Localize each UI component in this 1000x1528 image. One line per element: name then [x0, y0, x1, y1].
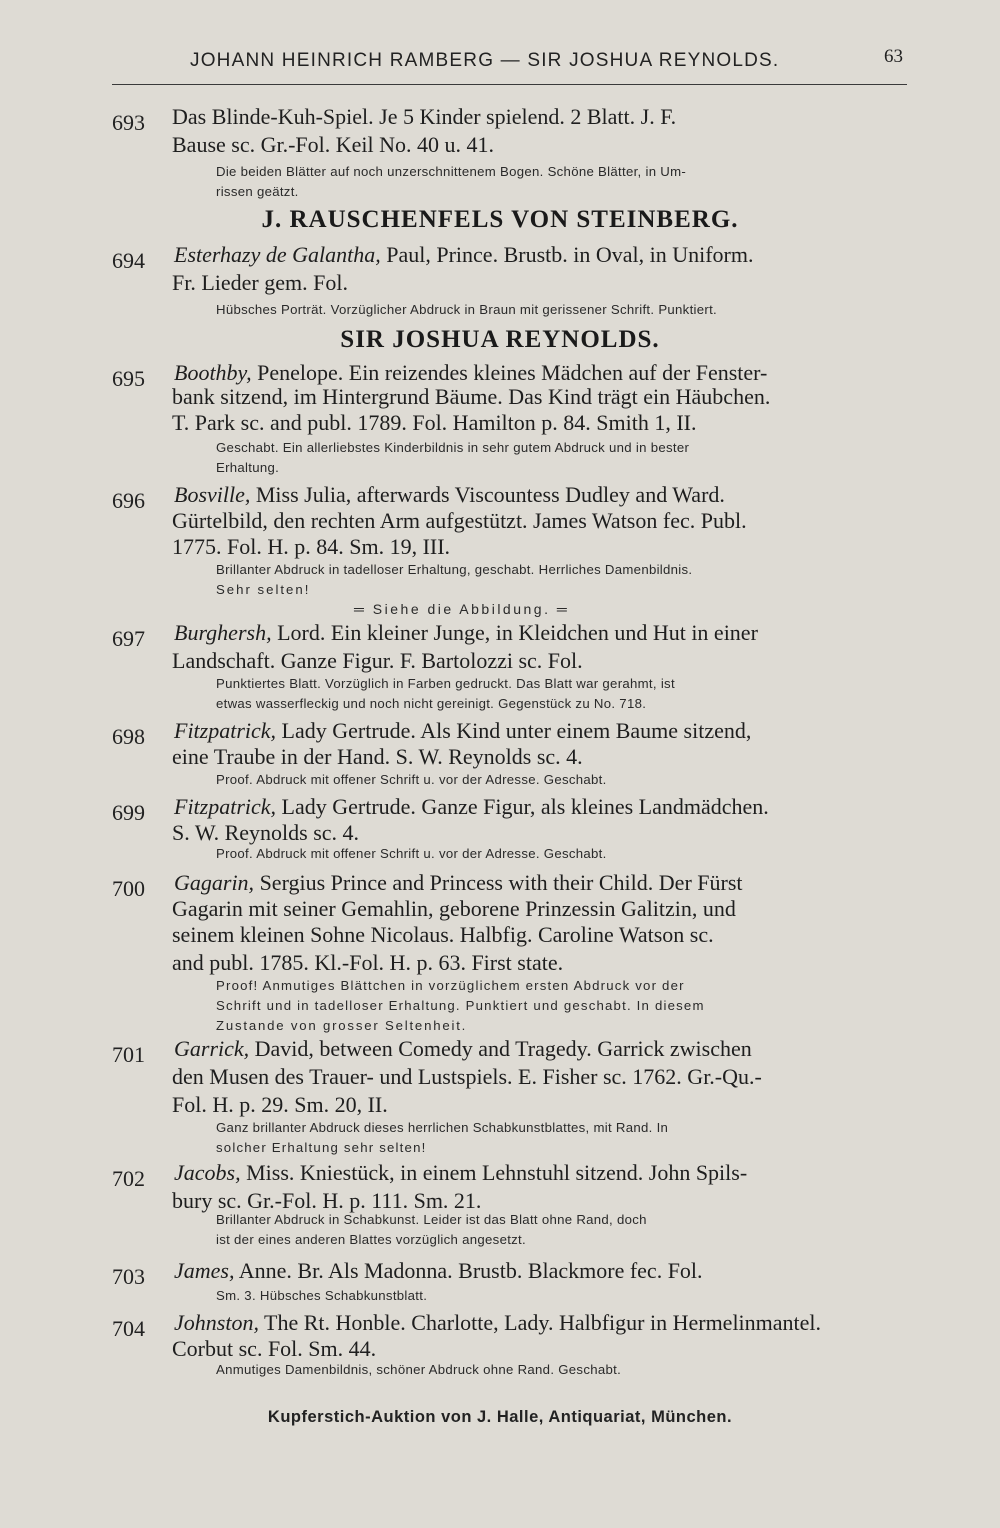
entry-note: Sm. 3. Hübsches Schabkunstblatt. — [216, 1288, 428, 1303]
entry-line — [174, 620, 758, 646]
entry-line — [174, 1036, 752, 1062]
entry-note: Sehr selten! — [216, 582, 311, 597]
running-head — [112, 40, 907, 85]
entry-name: Fitzpatrick, — [174, 794, 277, 819]
entry-note: Schrift und in tadelloser Erhaltung. Punktiert und geschabt. In diesem — [216, 998, 705, 1013]
entry-note: Proof. Abdruck mit offener Schrift u. vor der Adresse. Geschabt. — [216, 846, 607, 861]
entry-note: solcher Erhaltung sehr selten! — [216, 1140, 427, 1155]
entry-number: 700 — [112, 876, 145, 901]
entry-text: Lady Gertrude. Ganze Figur, als kleines Landmädchen. — [276, 794, 769, 819]
entry-line: Das Blinde-Kuh-Spiel. Je 5 Kinder spielend. 2 Blatt. J. F. — [172, 104, 677, 129]
entry-line: 1775. Fol. H. p. 84. Sm. 19, III. — [172, 534, 451, 559]
section-heading-reynolds: SIR JOSHUA REYNOLDS. — [340, 326, 660, 353]
entry-line — [174, 794, 769, 820]
entry-note: Ganz brillanter Abdruck dieses herrlichen Schabkunstblattes, mit Rand. In — [216, 1120, 669, 1135]
entry-line: Bause sc. Gr.-Fol. Keil No. 40 u. 41. — [172, 132, 495, 157]
entry-note: Brillanter Abdruck in tadelloser Erhaltung, geschabt. Herrliches Damenbildnis. — [216, 562, 693, 577]
entry-text: Lady Gertrude. Als Kind unter einem Baume sitzend, — [276, 718, 752, 743]
entry-line: den Musen des Trauer- und Lustspiels. E. Fisher sc. 1762. Gr.-Qu.- — [172, 1064, 762, 1089]
entry-name: Gagarin, — [174, 870, 255, 895]
entry-line: Corbut sc. Fol. Sm. 44. — [172, 1336, 377, 1361]
entry-number: 694 — [112, 248, 145, 273]
entry-note: Hübsches Porträt. Vorzüglicher Abdruck in Braun mit gerissener Schrift. Punktiert. — [216, 302, 718, 317]
entry-text: Anne. Br. Als Madonna. Brustb. Blackmore fec. Fol. — [234, 1258, 703, 1283]
entry-name: Esterhazy de Galantha, — [174, 242, 381, 267]
entry-name: James, — [174, 1258, 235, 1283]
entry-note: Die beiden Blätter auf noch unzerschnittenem Bogen. Schöne Blätter, in Um- — [216, 164, 687, 179]
entry-note: ist der eines anderen Blattes vorzüglich angesetzt. — [216, 1232, 526, 1247]
entry-note: Zustande von grosser Seltenheit. — [216, 1018, 468, 1033]
entry-line: and publ. 1785. Kl.-Fol. H. p. 63. First state. — [172, 950, 564, 975]
entry-name: Garrick, — [174, 1036, 250, 1061]
entry-line: Gürtelbild, den rechten Arm aufgestützt. James Watson fec. Publ. — [172, 508, 747, 533]
entry-line: seinem kleinen Sohne Nicolaus. Halbfig. Caroline Watson sc. — [172, 922, 714, 947]
entry-text: Miss. Kniestück, in einem Lehnstuhl sitzend. John Spils- — [240, 1160, 748, 1185]
entry-line — [174, 242, 754, 268]
entry-text: David, between Comedy and Tragedy. Garrick zwischen — [249, 1036, 752, 1061]
entry-line — [174, 1160, 747, 1186]
section-heading-rauschenfels: J. RAUSCHENFELS VON STEINBERG. — [261, 206, 739, 233]
entry-line — [174, 360, 767, 386]
entry-line: Fol. H. p. 29. Sm. 20, II. — [172, 1092, 388, 1117]
entry-name: Jacobs, — [174, 1160, 241, 1185]
entry-name: Johnston, — [174, 1310, 259, 1335]
entry-number: 702 — [112, 1166, 145, 1191]
entry-note: Erhaltung. — [216, 460, 280, 475]
entry-note: etwas wasserfleckig und noch nicht gereinigt. Gegenstück zu No. 718. — [216, 696, 647, 711]
entry-note: Proof. Abdruck mit offener Schrift u. vor der Adresse. Geschabt. — [216, 772, 607, 787]
entry-text: Miss Julia, afterwards Viscountess Dudley and Ward. — [250, 482, 725, 507]
entry-number: 703 — [112, 1264, 145, 1289]
entry-number: 693 — [112, 110, 145, 135]
entry-line: Landschaft. Ganze Figur. F. Bartolozzi sc. Fol. — [172, 648, 583, 673]
entry-line: T. Park sc. and publ. 1789. Fol. Hamilton p. 84. Smith 1, II. — [172, 410, 697, 435]
entry-number: 701 — [112, 1042, 145, 1067]
entry-name: Boothby, — [174, 360, 252, 385]
entry-text: Sergius Prince and Princess with their Child. Der Fürst — [254, 870, 743, 895]
entry-note: Anmutiges Damenbildnis, schöner Abdruck ohne Rand. Geschabt. — [216, 1362, 622, 1377]
entry-line — [174, 1310, 821, 1336]
entry-line — [174, 482, 725, 508]
entry-line: Fr. Lieder gem. Fol. — [172, 270, 348, 295]
entry-name: Fitzpatrick, — [174, 718, 277, 743]
entry-number: 699 — [112, 800, 145, 825]
entry-name: Burghersh, — [174, 620, 272, 645]
running-head-title: JOHANN HEINRICH RAMBERG — SIR JOSHUA REYNOLDS. — [190, 50, 780, 71]
illustration-reference: ═ Siehe die Abbildung. ═ — [354, 601, 570, 617]
entry-number: 698 — [112, 724, 145, 749]
entry-line: eine Traube in der Hand. S. W. Reynolds sc. 4. — [172, 744, 583, 769]
entry-line — [174, 718, 751, 744]
entry-text: The Rt. Honble. Charlotte, Lady. Halbfigur in Hermelinmantel. — [258, 1310, 822, 1335]
page-number: 63 — [884, 46, 903, 67]
entry-note: Proof! Anmutiges Blättchen in vorzüglichem ersten Abdruck vor der — [216, 978, 685, 993]
entry-number: 696 — [112, 488, 145, 513]
entry-text: Paul, Prince. Brustb. in Oval, in Uniform. — [380, 242, 754, 267]
entry-line: Gagarin mit seiner Gemahlin, geborene Prinzessin Galitzin, und — [172, 896, 736, 921]
page-footer: Kupferstich-Auktion von J. Halle, Antiquariat, München. — [267, 1408, 733, 1426]
entry-line: bury sc. Gr.-Fol. H. p. 111. Sm. 21. — [172, 1188, 482, 1213]
entry-text: Lord. Ein kleiner Junge, in Kleidchen und Hut in einer — [271, 620, 758, 645]
entry-note: Brillanter Abdruck in Schabkunst. Leider ist das Blatt ohne Rand, doch — [216, 1212, 647, 1227]
entry-note: Punktiertes Blatt. Vorzüglich in Farben gedruckt. Das Blatt war gerahmt, ist — [216, 676, 675, 691]
entry-note: rissen geätzt. — [216, 184, 299, 199]
entry-line — [174, 1258, 703, 1284]
entry-number: 695 — [112, 366, 145, 391]
entry-text: Penelope. Ein reizendes kleines Mädchen auf der Fenster- — [251, 360, 768, 385]
entry-name: Bosville, — [174, 482, 251, 507]
entry-line — [174, 870, 743, 896]
entry-line: S. W. Reynolds sc. 4. — [172, 820, 360, 845]
entry-line: bank sitzend, im Hintergrund Bäume. Das Kind trägt ein Häubchen. — [172, 384, 771, 409]
entry-number: 697 — [112, 626, 145, 651]
entry-note: Geschabt. Ein allerliebstes Kinderbildnis in sehr gutem Abdruck und in bester — [216, 440, 690, 455]
entry-number: 704 — [112, 1316, 145, 1341]
